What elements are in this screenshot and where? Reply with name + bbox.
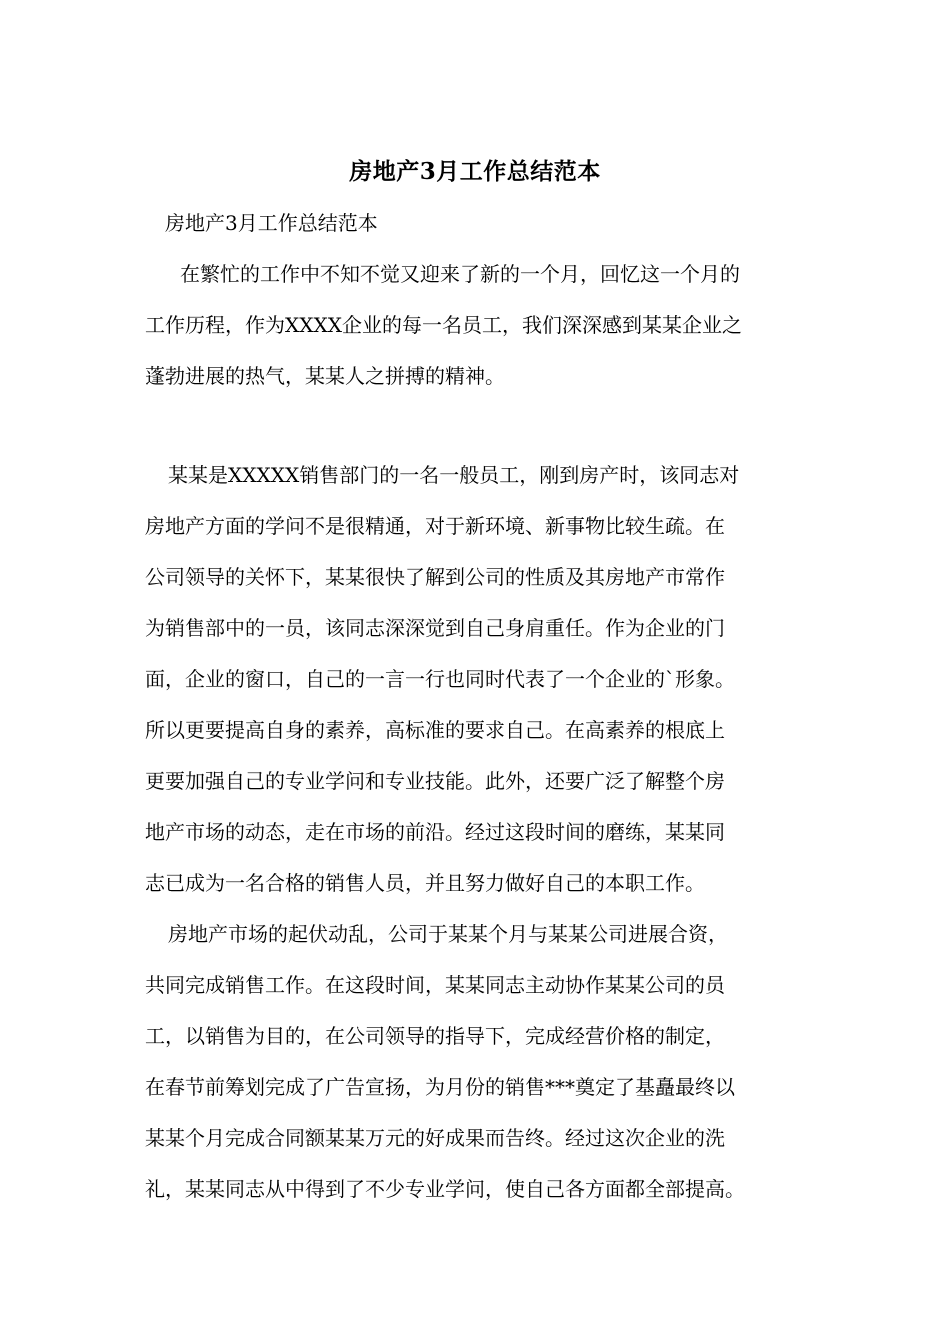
paragraph-line: 工作历程，作为XXXX企业的每一名员工，我们深深感到某某企业之 [145,313,742,337]
paragraph-line: 更要加强自己的专业学问和专业技能。此外，还要广泛了解整个房 [145,769,725,793]
paragraph-line: 公司领导的关怀下，某某很快了解到公司的性质及其房地产市常作 [145,565,725,589]
paragraph-line: 面，企业的窗口，自己的一言一行也同时代表了一个企业的`形象。 [145,667,735,691]
paragraph-line: 工，以销售为目的，在公司领导的指导下，完成经营价格的制定， [145,1024,725,1048]
paragraph-line: 在春节前筹划完成了广告宣扬，为月份的销售***奠定了基矗最终以 [145,1075,735,1099]
document-subtitle: 房地产3月工作总结范本 [165,211,378,235]
paragraph-line: 地产市场的动态，走在市场的前沿。经过这段时间的磨练，某某同 [145,820,725,844]
paragraph-line: 为销售部中的一员，该同志深深觉到自己身肩重任。作为企业的门 [145,616,725,640]
paragraph-line: 共同完成销售工作。在这段时间，某某同志主动协作某某公司的员 [145,973,725,997]
paragraph-line: 志已成为一名合格的销售人员，并且努力做好自己的本职工作。 [145,871,705,895]
paragraph-line: 所以更要提高自身的素养，高标准的要求自己。在高素养的根底上 [145,718,725,742]
paragraph-line: 房地产方面的学问不是很精通，对于新环境、新事物比较生疏。在 [145,514,725,538]
paragraph-line: 某某是XXXXX销售部门的一名一般员工，刚到房产时，该同志对 [168,463,740,487]
document-title: 房地产3月工作总结范本 [349,158,601,185]
paragraph-line: 某某个月完成合同额某某万元的好成果而告终。经过这次企业的洗 [145,1126,725,1150]
paragraph-line: 礼，某某同志从中得到了不少专业学问，使自己各方面都全部提高。 [145,1177,745,1201]
paragraph-line: 在繁忙的工作中不知不觉又迎来了新的一个月，回忆这一个月的 [180,262,740,286]
paragraph-line: 房地产市场的起伏动乱，公司于某某个月与某某公司进展合资， [168,922,728,946]
paragraph-line: 蓬勃进展的热气，某某人之拼搏的精神。 [145,364,505,388]
